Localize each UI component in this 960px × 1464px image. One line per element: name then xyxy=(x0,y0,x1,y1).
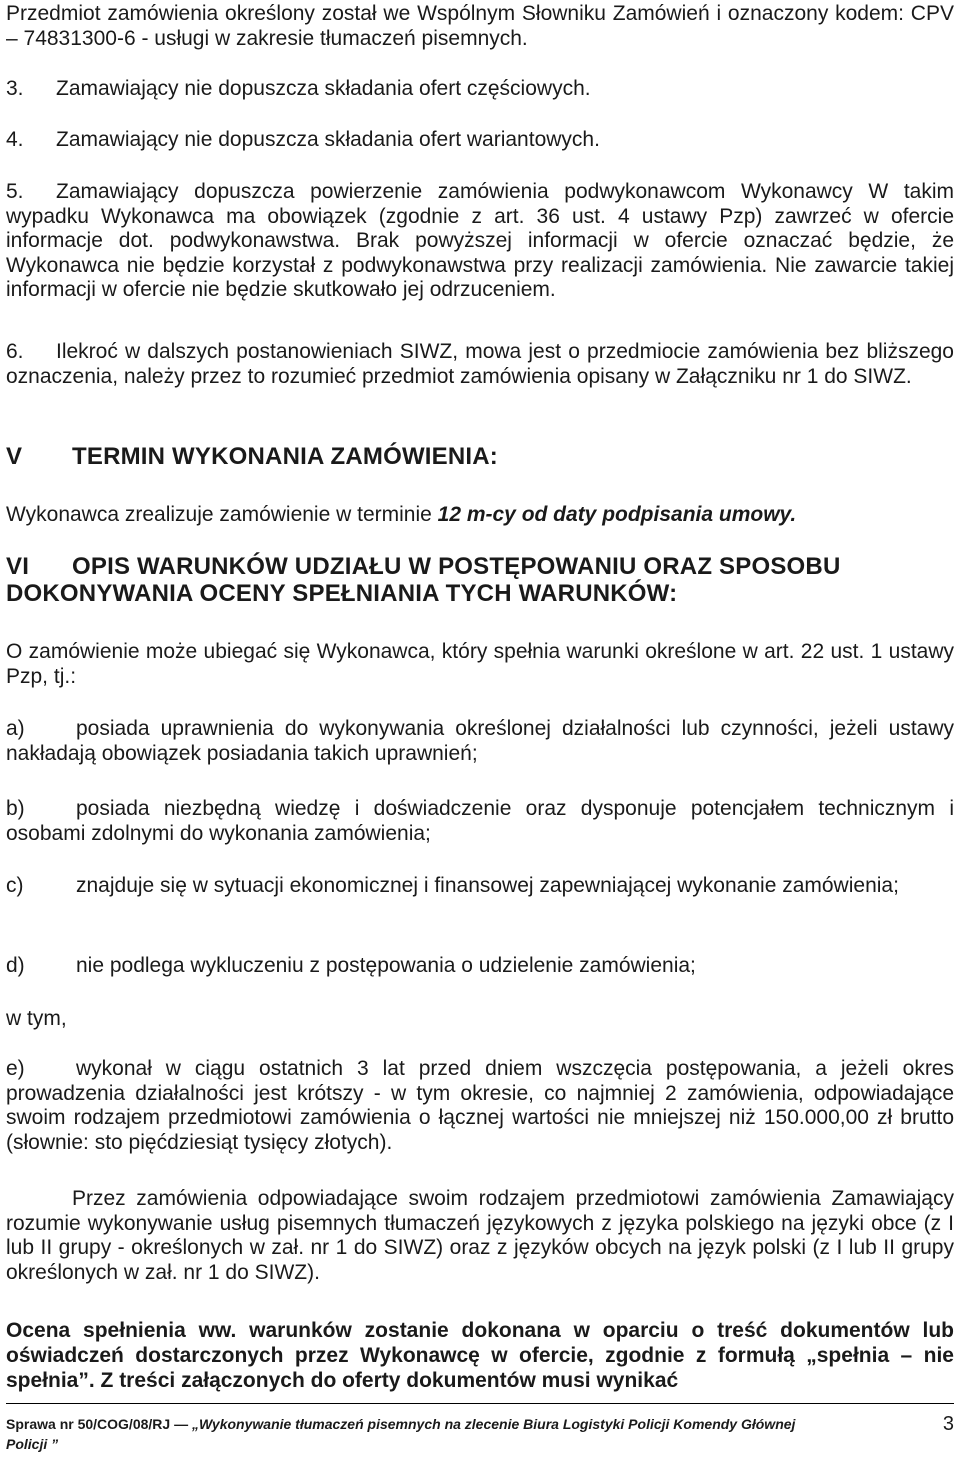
condition-e-label: e) xyxy=(6,1057,25,1080)
item-4-text: Zamawiający nie dopuszcza składania ofert wariantowych. xyxy=(56,128,600,151)
condition-e-text: wykonał w ciągu ostatnich 3 lat przed dniem wszczęcia postępowania, a jeżeli okres prowadzenia działalności jest krótszy - w tym okresie, co najmniej 2 zamówienia, odpowiadające swoim rodzajem przedmiotowi zamówienia o łącznej wartości nie mniejszej niż 150.000,00 zł brutto (słownie: sto pięćdziesiąt tysięcy złotych). xyxy=(6,1057,954,1154)
item-3-text: Zamawiający nie dopuszcza składania ofert częściowych. xyxy=(56,77,591,100)
item-6-text: Ilekroć w dalszych postanowieniach SIWZ, mowa jest o przedmiocie zamówienia bez bliższego oznaczenia, należy przez to rozumieć przedmiot zamówienia opisany w Załączniku nr 1 do SIWZ. xyxy=(6,340,954,388)
condition-c-label: c) xyxy=(6,874,24,897)
item-6 xyxy=(6,340,954,389)
section-v-number: V xyxy=(6,443,23,470)
item-3-number: 3. xyxy=(6,77,24,100)
section-vi-title-line-2: DOKONYWANIA OCENY SPEŁNIANIA TYCH WARUNKÓW: xyxy=(6,580,678,607)
item-5-paragraph xyxy=(6,180,954,303)
w-tym-text: w tym, xyxy=(6,1007,67,1030)
item-5 xyxy=(6,180,954,303)
condition-c-text: znajduje się w sytuacji ekonomicznej i finansowej zapewniającej wykonanie zamówienia; xyxy=(76,874,899,897)
definition-paragraph: Przez zamówienia odpowiadające swoim rodzajem przedmiotowi zamówienia Zamawiający rozumie wykonywanie usług pisemnych tłumaczeń językowych z języka polskiego na języki obce (z I lub II grupy - określonych w zał. nr 1 do SIWZ) oraz z języków obcych na język polski (z I lub II grupy określonych w zał. nr 1 do SIWZ). xyxy=(6,1187,954,1284)
section-vi-title-line-1: OPIS WARUNKÓW UDZIAŁU W POSTĘPOWANIU ORAZ SPOSOBU xyxy=(72,553,841,580)
item-6-number: 6. xyxy=(6,340,24,363)
condition-d xyxy=(6,954,954,979)
intro-paragraph: Przedmiot zamówienia określony został we Wspólnym Słowniku Zamówień i oznaczony kodem: CPV – 74831300-6 - usługi w zakresie tłumaczeń pisemnych. xyxy=(6,2,954,50)
condition-e xyxy=(6,1057,954,1155)
footer-text xyxy=(6,1414,795,1454)
term-paragraph xyxy=(6,503,796,528)
condition-d-text: nie podlega wykluczeniu z postępowania o udzielenie zamówienia; xyxy=(76,954,696,977)
section-vi-number: VI xyxy=(6,553,30,580)
item-3 xyxy=(6,77,591,102)
assessment-paragraph: Ocena spełnienia ww. warunków zostanie dokonana w oparciu o treść dokumentów lub oświadczeń dostarczonych przez Wykonawcę w ofercie, zgodnie z formułą „spełnia – nie spełnia”. Z treści załączonych do oferty dokumentów musi wynikać xyxy=(6,1319,954,1392)
term-prefix: Wykonawca zrealizuje zamówienie w terminie xyxy=(6,503,438,526)
item-5-number: 5. xyxy=(6,180,24,203)
footer-row xyxy=(6,1414,954,1454)
section-vi-heading xyxy=(6,553,954,607)
condition-a-text: posiada uprawnienia do wykonywania określonej działalności lub czynności, jeżeli ustawy nakładają obowiązek posiadania takich uprawnień; xyxy=(6,717,954,765)
condition-b-label: b) xyxy=(6,797,25,820)
item-4 xyxy=(6,128,600,153)
page-footer xyxy=(6,1403,954,1454)
condition-d-label: d) xyxy=(6,954,25,977)
condition-a-label: a) xyxy=(6,717,25,740)
condition-b-text: posiada niezbędną wiedzę i doświadczenie oraz dysponuje potencjałem technicznym i osobami zdolnymi do wykonania zamówienia; xyxy=(6,797,954,845)
section-v-heading xyxy=(6,443,498,470)
item-6-paragraph xyxy=(6,340,954,389)
term-deadline: 12 m-cy od daty podpisania umowy. xyxy=(437,503,797,526)
condition-b xyxy=(6,797,954,846)
item-4-number: 4. xyxy=(6,128,24,151)
section-v-title: TERMIN WYKONANIA ZAMÓWIENIA: xyxy=(72,443,498,470)
page-number: 3 xyxy=(942,1413,954,1435)
footer-case-ref: Sprawa nr 50/COG/08/RJ — xyxy=(6,1416,189,1432)
condition-a xyxy=(6,717,954,766)
conditions-intro: O zamówienie może ubiegać się Wykonawca, który spełnia warunki określone w art. 22 ust. 1 ustawy Pzp, tj.: xyxy=(6,640,954,688)
footer-title-line-2: Policji ” xyxy=(6,1436,59,1452)
footer-title-line-1: „Wykonywanie tłumaczeń pisemnych na zlecenie Biura Logistyki Policji Komendy Głównej xyxy=(191,1416,796,1432)
item-5-text: Zamawiający dopuszcza powierzenie zamówienia podwykonawcom Wykonawcy W takim wypadku Wykonawca ma obowiązek (zgodnie z art. 36 ust. 4 ustawy Pzp) zawrzeć w ofercie informacje dot. podwykonawstwa. Brak powyższej informacji w ofercie oznaczać będzie, że Wykonawca nie będzie korzystał z podwykonawstwa przy realizacji zamówienia. Nie zawarcie takiej informacji w ofercie nie będzie skutkowało jej odrzuceniem. xyxy=(6,180,954,301)
condition-c xyxy=(6,874,954,899)
